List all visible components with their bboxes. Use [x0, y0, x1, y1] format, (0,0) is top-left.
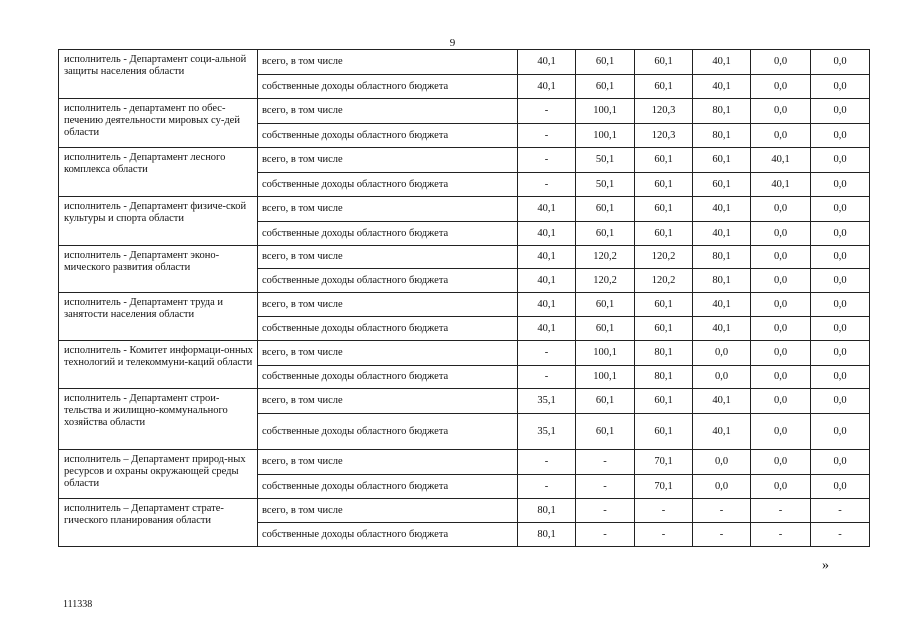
value-cell: 0,0: [811, 475, 870, 499]
value-cell: -: [635, 499, 693, 523]
executor-cell: исполнитель - Департамент труда и занятости населения области: [59, 293, 258, 341]
value-cell: 120,2: [635, 269, 693, 293]
value-cell: 120,2: [576, 269, 635, 293]
table-row: [59, 148, 870, 173]
table-row: [59, 499, 870, 523]
value-cell: 60,1: [635, 222, 693, 246]
value-cell: 0,0: [693, 366, 751, 389]
executor-cell: исполнитель - Департамент соци-альной защиты населения области: [59, 50, 258, 99]
value-cell: -: [576, 450, 635, 475]
value-cell: 80,1: [518, 499, 576, 523]
table-row: [59, 99, 870, 124]
value-cell: 0,0: [811, 269, 870, 293]
value-cell: 60,1: [635, 317, 693, 341]
value-cell: -: [751, 499, 811, 523]
document-code: 111338: [63, 599, 93, 610]
value-cell: 50,1: [576, 173, 635, 197]
value-cell: -: [518, 475, 576, 499]
value-cell: 0,0: [811, 99, 870, 124]
value-cell: 0,0: [693, 341, 751, 366]
executor-cell: исполнитель - Департамент эконо-мического развития области: [59, 246, 258, 293]
table-row: [59, 389, 870, 414]
value-cell: 80,1: [693, 124, 751, 148]
value-cell: 40,1: [693, 222, 751, 246]
row-kind-cell: собственные доходы областного бюджета: [258, 222, 518, 246]
value-cell: 40,1: [751, 148, 811, 173]
table-row: [59, 293, 870, 317]
value-cell: 80,1: [518, 523, 576, 547]
value-cell: 60,1: [576, 75, 635, 99]
row-kind-cell: всего, в том числе: [258, 389, 518, 414]
row-kind-cell: собственные доходы областного бюджета: [258, 75, 518, 99]
value-cell: 0,0: [811, 317, 870, 341]
value-cell: 0,0: [811, 293, 870, 317]
value-cell: 0,0: [751, 269, 811, 293]
executor-cell: исполнитель – Департамент страте-гического планирования области: [59, 499, 258, 547]
value-cell: 60,1: [635, 414, 693, 450]
row-kind-cell: всего, в том числе: [258, 293, 518, 317]
table-row: [59, 450, 870, 475]
row-kind-cell: всего, в том числе: [258, 341, 518, 366]
value-cell: 100,1: [576, 341, 635, 366]
value-cell: 0,0: [811, 246, 870, 269]
row-kind-cell: собственные доходы областного бюджета: [258, 124, 518, 148]
page-number: 9: [449, 37, 456, 49]
value-cell: -: [518, 450, 576, 475]
table-row: [59, 50, 870, 75]
budget-table-body: [59, 50, 870, 547]
value-cell: 60,1: [576, 293, 635, 317]
value-cell: 60,1: [635, 148, 693, 173]
value-cell: -: [518, 341, 576, 366]
value-cell: 0,0: [751, 414, 811, 450]
value-cell: 0,0: [751, 293, 811, 317]
value-cell: 40,1: [693, 389, 751, 414]
value-cell: 60,1: [635, 75, 693, 99]
value-cell: 0,0: [693, 475, 751, 499]
value-cell: 60,1: [576, 414, 635, 450]
row-kind-cell: всего, в том числе: [258, 99, 518, 124]
closing-quote: »: [822, 558, 829, 573]
value-cell: 0,0: [811, 341, 870, 366]
value-cell: 0,0: [811, 124, 870, 148]
value-cell: 120,2: [576, 246, 635, 269]
value-cell: 40,1: [518, 50, 576, 75]
value-cell: 70,1: [635, 450, 693, 475]
value-cell: 0,0: [811, 450, 870, 475]
value-cell: 0,0: [811, 173, 870, 197]
value-cell: 80,1: [693, 269, 751, 293]
value-cell: -: [518, 124, 576, 148]
row-kind-cell: всего, в том числе: [258, 499, 518, 523]
value-cell: 120,3: [635, 124, 693, 148]
value-cell: 0,0: [751, 197, 811, 222]
value-cell: 0,0: [751, 50, 811, 75]
value-cell: 40,1: [751, 173, 811, 197]
value-cell: 35,1: [518, 389, 576, 414]
value-cell: -: [635, 523, 693, 547]
value-cell: 60,1: [693, 148, 751, 173]
value-cell: 60,1: [635, 293, 693, 317]
row-kind-cell: собственные доходы областного бюджета: [258, 475, 518, 499]
value-cell: -: [693, 499, 751, 523]
row-kind-cell: собственные доходы областного бюджета: [258, 523, 518, 547]
value-cell: 120,2: [635, 246, 693, 269]
row-kind-cell: собственные доходы областного бюджета: [258, 269, 518, 293]
value-cell: 80,1: [693, 246, 751, 269]
value-cell: -: [576, 475, 635, 499]
value-cell: 100,1: [576, 124, 635, 148]
value-cell: 0,0: [751, 99, 811, 124]
table-row: [59, 341, 870, 366]
value-cell: 40,1: [693, 75, 751, 99]
value-cell: 35,1: [518, 414, 576, 450]
row-kind-cell: всего, в том числе: [258, 197, 518, 222]
value-cell: 60,1: [576, 50, 635, 75]
value-cell: -: [518, 148, 576, 173]
value-cell: 40,1: [518, 75, 576, 99]
value-cell: 0,0: [811, 366, 870, 389]
value-cell: -: [811, 523, 870, 547]
value-cell: 60,1: [693, 173, 751, 197]
row-kind-cell: всего, в том числе: [258, 450, 518, 475]
value-cell: 0,0: [751, 475, 811, 499]
executor-cell: исполнитель - Департамент физиче-ской культуры и спорта области: [59, 197, 258, 246]
value-cell: 40,1: [693, 414, 751, 450]
value-cell: 0,0: [811, 197, 870, 222]
value-cell: -: [693, 523, 751, 547]
value-cell: 0,0: [751, 75, 811, 99]
value-cell: 80,1: [635, 366, 693, 389]
value-cell: 0,0: [751, 124, 811, 148]
value-cell: 40,1: [518, 269, 576, 293]
row-kind-cell: всего, в том числе: [258, 246, 518, 269]
value-cell: 60,1: [635, 389, 693, 414]
row-kind-cell: всего, в том числе: [258, 50, 518, 75]
value-cell: 0,0: [751, 450, 811, 475]
value-cell: -: [518, 366, 576, 389]
value-cell: 40,1: [693, 317, 751, 341]
budget-table: [58, 49, 870, 547]
value-cell: -: [576, 523, 635, 547]
value-cell: 60,1: [635, 50, 693, 75]
value-cell: 40,1: [693, 197, 751, 222]
value-cell: 0,0: [751, 317, 811, 341]
value-cell: 40,1: [518, 246, 576, 269]
value-cell: 0,0: [811, 389, 870, 414]
value-cell: 0,0: [811, 222, 870, 246]
value-cell: 0,0: [811, 414, 870, 450]
value-cell: 0,0: [751, 222, 811, 246]
value-cell: 0,0: [751, 366, 811, 389]
value-cell: 120,3: [635, 99, 693, 124]
executor-cell: исполнитель - Комитет информаци-онных технологий и телекоммуни-каций области: [59, 341, 258, 389]
value-cell: -: [811, 499, 870, 523]
value-cell: 80,1: [693, 99, 751, 124]
value-cell: 60,1: [635, 197, 693, 222]
executor-cell: исполнитель - департамент по обес-печению деятельности мировых су-дей области: [59, 99, 258, 148]
value-cell: 100,1: [576, 99, 635, 124]
value-cell: 40,1: [518, 293, 576, 317]
value-cell: 40,1: [693, 293, 751, 317]
value-cell: 0,0: [693, 450, 751, 475]
executor-cell: исполнитель – Департамент природ-ных ресурсов и охраны окружающей среды области: [59, 450, 258, 499]
value-cell: 40,1: [518, 317, 576, 341]
value-cell: 80,1: [635, 341, 693, 366]
value-cell: -: [751, 523, 811, 547]
value-cell: 0,0: [811, 50, 870, 75]
table-row: [59, 246, 870, 269]
value-cell: 50,1: [576, 148, 635, 173]
row-kind-cell: собственные доходы областного бюджета: [258, 317, 518, 341]
value-cell: 0,0: [751, 246, 811, 269]
value-cell: 60,1: [576, 222, 635, 246]
value-cell: 60,1: [576, 317, 635, 341]
row-kind-cell: всего, в том числе: [258, 148, 518, 173]
value-cell: 0,0: [811, 148, 870, 173]
value-cell: 40,1: [518, 197, 576, 222]
value-cell: 60,1: [576, 197, 635, 222]
value-cell: 60,1: [576, 389, 635, 414]
value-cell: 40,1: [518, 222, 576, 246]
value-cell: 60,1: [635, 173, 693, 197]
value-cell: -: [518, 173, 576, 197]
executor-cell: исполнитель - Департамент строи-тельства и жилищно-коммунального хозяйства области: [59, 389, 258, 450]
row-kind-cell: собственные доходы областного бюджета: [258, 366, 518, 389]
executor-cell: исполнитель - Департамент лесного комплекса области: [59, 148, 258, 197]
table-row: [59, 197, 870, 222]
value-cell: 100,1: [576, 366, 635, 389]
value-cell: 0,0: [751, 341, 811, 366]
value-cell: -: [576, 499, 635, 523]
value-cell: 0,0: [811, 75, 870, 99]
value-cell: 70,1: [635, 475, 693, 499]
value-cell: -: [518, 99, 576, 124]
row-kind-cell: собственные доходы областного бюджета: [258, 173, 518, 197]
value-cell: 0,0: [751, 389, 811, 414]
value-cell: 40,1: [693, 50, 751, 75]
row-kind-cell: собственные доходы областного бюджета: [258, 414, 518, 450]
